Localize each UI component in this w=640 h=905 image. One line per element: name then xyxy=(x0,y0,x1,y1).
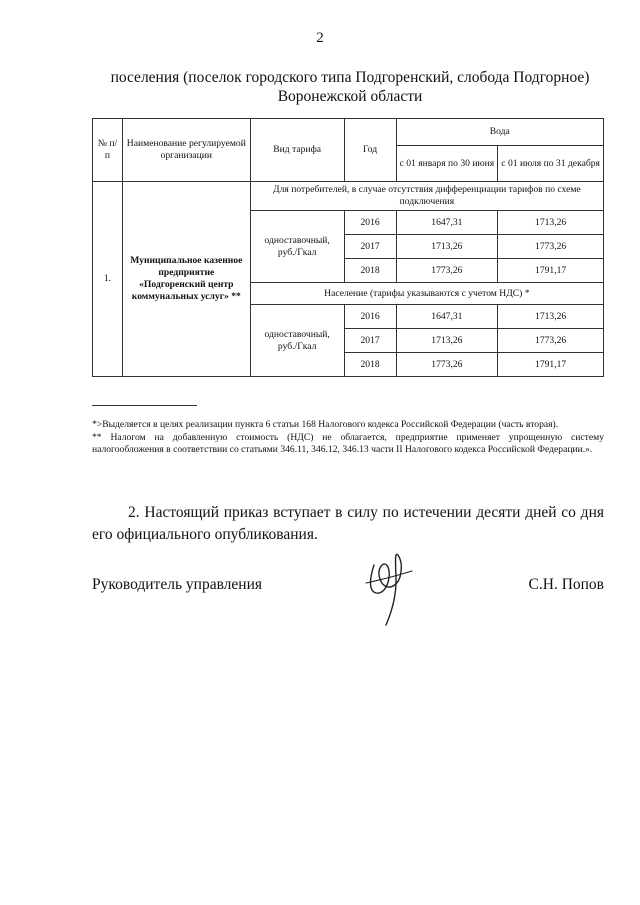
value-cell: 1791,17 xyxy=(498,353,604,377)
header-period-2: с 01 июля по 31 декабря xyxy=(498,146,604,182)
clause-2: 2. Настоящий приказ вступает в силу по истечении десяти дней со дня его официального опубликования. xyxy=(92,504,604,543)
year-cell: 2016 xyxy=(344,305,396,329)
header-tariff-type: Вид тарифа xyxy=(250,119,344,182)
tariff-type-cell: одноставочный, руб./Гкал xyxy=(250,211,344,283)
value-cell: 1713,26 xyxy=(498,211,604,235)
value-cell: 1713,26 xyxy=(498,305,604,329)
handwritten-signature-icon xyxy=(352,547,424,629)
value-cell: 1773,26 xyxy=(396,259,498,283)
year-cell: 2016 xyxy=(344,211,396,235)
heading-line-2: Воронежской области xyxy=(277,88,423,105)
footnote-2: ** Налогом на добавленную стоимость (НДС) не облагается, предприятие применяет упрощенную систему налогообложения в соответствии со статьями 346.11, 346.12, 346.13 части II Налогового кодекса Российской Федерации.». xyxy=(92,432,604,455)
header-number: № п/п xyxy=(93,119,123,182)
value-cell: 1713,26 xyxy=(396,329,498,353)
section-title-1: Для потребителей, в случае отсутствия дифференциации тарифов по схеме подключения xyxy=(250,182,603,211)
year-cell: 2017 xyxy=(344,235,396,259)
value-cell: 1791,17 xyxy=(498,259,604,283)
year-cell: 2018 xyxy=(344,259,396,283)
value-cell: 1647,31 xyxy=(396,305,498,329)
document-heading xyxy=(60,68,640,106)
row-number: 1. xyxy=(93,182,123,377)
header-organization: Наименование регулируемой организации xyxy=(122,119,250,182)
tariff-type-cell: одноставочный, руб./Гкал xyxy=(250,305,344,377)
header-year: Год xyxy=(344,119,396,182)
value-cell: 1713,26 xyxy=(396,235,498,259)
header-water: Вода xyxy=(396,119,603,146)
footnotes xyxy=(92,419,604,457)
section-title-2: Население (тарифы указываются с учетом НДС) * xyxy=(250,283,603,305)
year-cell: 2018 xyxy=(344,353,396,377)
value-cell: 1647,31 xyxy=(396,211,498,235)
footnote-1: *>Выделяется в целях реализации пункта 6 статьи 168 Налогового кодекса Российской Федерации (часть вторая). xyxy=(92,419,559,430)
heading-line-1: поселения (поселок городского типа Подгоренский, слобода Подгорное) xyxy=(110,69,590,86)
value-cell: 1773,26 xyxy=(498,235,604,259)
value-cell: 1773,26 xyxy=(498,329,604,353)
page-number: 2 xyxy=(316,30,324,46)
tariff-table xyxy=(92,118,604,377)
organization-name: Муниципальное казенное предприятие «Подгоренский центр коммунальных услуг» ** xyxy=(122,182,250,377)
signatory-title: Руководитель управления xyxy=(92,576,263,593)
signatory-name: С.Н. Попов xyxy=(528,576,604,593)
footnote-divider xyxy=(92,405,197,406)
value-cell: 1773,26 xyxy=(396,353,498,377)
header-period-1: с 01 января по 30 июня xyxy=(396,146,498,182)
year-cell: 2017 xyxy=(344,329,396,353)
